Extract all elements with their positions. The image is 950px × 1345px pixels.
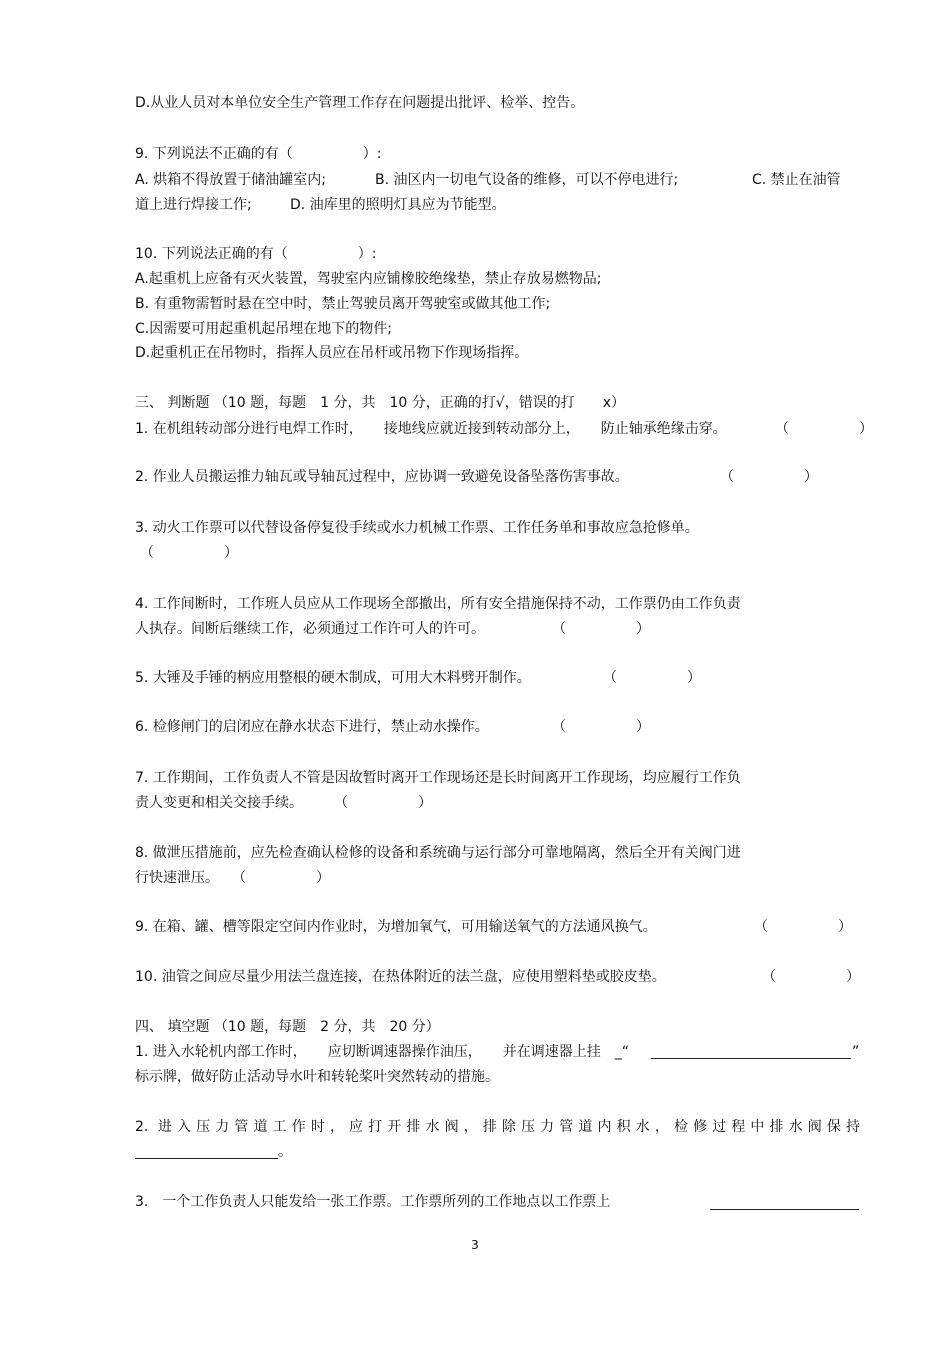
fill-item-2: 2. 进入压力管道工作时，应打开排水阀，排除压力管道内积水，检修过程中排水阀保持 — [135, 1119, 860, 1135]
fill-item-1-close-quote: ” — [852, 1044, 860, 1060]
judge-item-9: 9. 在箱、罐、槽等限定空间内作业时，为增加氧气，可用输送氧气的方法通风换气。 — [135, 919, 657, 935]
judge-item-5: 5. 大锤及手锤的柄应用整根的硬木制成，可用大木料劈开制作。 — [135, 670, 531, 686]
q9-option-a: A. 烘箱不得放置于储油罐室内; — [135, 172, 326, 188]
judge-item-4: 4. 工作间断时，工作班人员应从工作现场全部撤出，所有安全措施保持不动，工作票仍由工作负责 — [135, 596, 741, 612]
judge-item-8-cont: 行快速泄压。 — [135, 870, 219, 886]
page-number: 3 — [471, 1238, 479, 1252]
judge-answer-paren-2: （ ） — [720, 469, 818, 485]
fill-blank-2[interactable] — [135, 1158, 278, 1159]
judge-answer-paren-6: （ ） — [552, 719, 650, 735]
q8-option-d: D.从业人员对本单位安全生产管理工作存在问题提出批评、检举、控告。 — [135, 95, 585, 111]
judge-answer-paren-8: （ ） — [232, 870, 330, 886]
q10-option-b: B. 有重物需暂时悬在空中时，禁止驾驶员离开驾驶室或做其他工作; — [135, 296, 551, 312]
judge-item-7-cont: 责人变更和相关交接手续。 — [135, 795, 303, 811]
judge-answer-paren-3: （ ） — [140, 545, 238, 561]
judge-item-6: 6. 检修闸门的启闭应在静水状态下进行，禁止动水操作。 — [135, 719, 489, 735]
judge-answer-paren-5: （ ） — [603, 670, 701, 686]
q9-option-c-cont: 道上进行焊接工作; — [135, 197, 252, 213]
judge-answer-paren-4: （ ） — [552, 621, 650, 637]
q10-option-a: A.起重机上应备有灭火装置，驾驶室内应铺橡胶绝缘垫，禁止存放易燃物品; — [135, 271, 602, 287]
q9-stem: 9. 下列说法不正确的有（ ）: — [135, 146, 382, 162]
fill-item-3: 3. 一个工作负责人只能发给一张工作票。工作票所列的工作地点以工作票上 — [135, 1194, 611, 1210]
q10-option-c: C.因需要可用起重机起吊埋在地下的物件; — [135, 321, 392, 337]
fill-item-1: 1. 进入水轮机内部工作时， 应切断调速器操作油压， 并在调速器上挂 _“ — [135, 1044, 630, 1060]
judge-item-1: 1. 在机组转动部分进行电焊工作时， 接地线应就近接到转动部分上， 防止轴承绝缘击穿。 — [135, 421, 727, 437]
judge-item-2: 2. 作业人员搬运推力轴瓦或导轴瓦过程中，应协调一致避免设备坠落伤害事故。 — [135, 469, 629, 485]
judge-item-8: 8. 做泄压措施前，应先检查确认检修的设备和系统确与运行部分可靠地隔离，然后全开有关阀门进 — [135, 845, 741, 861]
q9-option-c: C. 禁止在油管 — [752, 172, 841, 188]
q10-option-d: D.起重机正在吊物时，指挥人员应在吊杆或吊物下作现场指挥。 — [135, 345, 529, 361]
fill-blank-1[interactable] — [651, 1058, 851, 1059]
judge-item-4-cont: 人执存。间断后继续工作，必须通过工作许可人的许可。 — [135, 621, 485, 637]
judge-item-3: 3. 动火工作票可以代替设备停复役手续或水力机械工作票、工作任务单和事故应急抢修单。 — [135, 520, 699, 536]
fill-item-2-end: 。 — [278, 1144, 292, 1160]
judge-item-7: 7. 工作期间，工作负责人不管是因故暂时离开工作现场还是长时间离开工作现场，均应履行工作负 — [135, 770, 741, 786]
section4-heading: 四、 填空题 （10 题，每题 2 分，共 20 分） — [135, 1019, 440, 1035]
judge-answer-paren-7: （ ） — [334, 795, 432, 811]
q10-stem: 10. 下列说法正确的有（ ）: — [135, 246, 377, 262]
section3-heading: 三、 判断题 （10 题，每题 1 分，共 10 分，正确的打√，错误的打 x） — [135, 395, 625, 411]
fill-blank-3[interactable] — [710, 1209, 859, 1210]
fill-item-1-cont: 标示牌，做好防止活动导水叶和转轮桨叶突然转动的措施。 — [135, 1069, 499, 1085]
judge-answer-paren-10: （ ） — [762, 969, 860, 985]
judge-item-10: 10. 油管之间应尽量少用法兰盘连接，在热体附近的法兰盘，应使用塑料垫或胶皮垫。 — [135, 969, 666, 985]
judge-answer-paren-1: （ ） — [775, 421, 873, 437]
q9-option-d: D. 油库里的照明灯具应为节能型。 — [290, 197, 506, 213]
q9-option-b: B. 油区内一切电气设备的维修，可以不停电进行; — [375, 172, 679, 188]
judge-answer-paren-9: （ ） — [754, 919, 852, 935]
